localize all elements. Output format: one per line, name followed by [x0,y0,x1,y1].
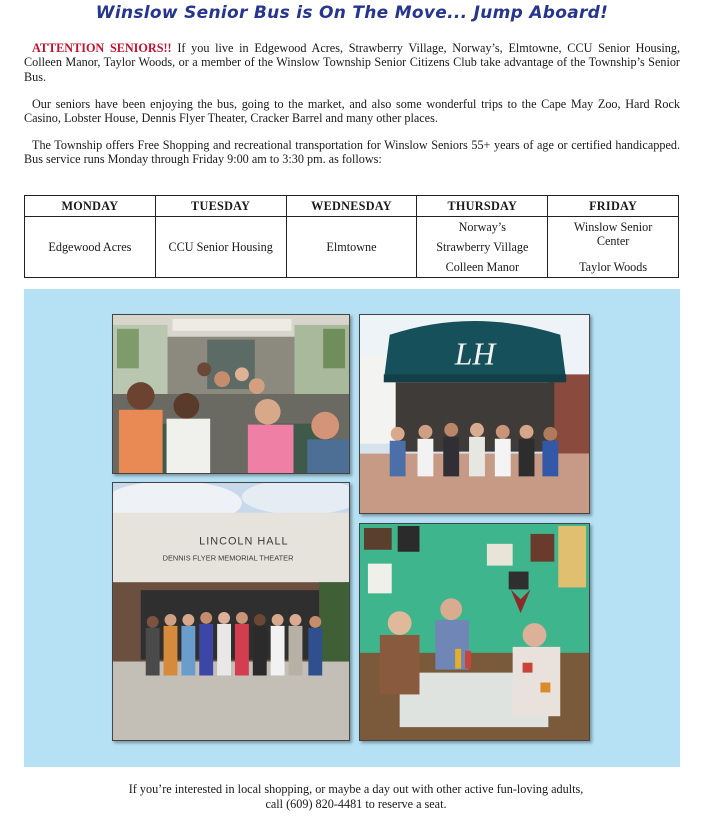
attention-label: ATTENTION SENIORS!! [32,41,172,55]
header-tuesday: TUESDAY [155,196,286,217]
intro-paragraph-1-text: If you live in Edgewood Acres, Strawberry Village, Norway’s, Elmtowne, CCU Senior Housing, Colleen Manor, Taylor Woods, or a member of the Winslow Township Senior Citizens Club take advantage of the Township’s Senior Bus. [24,41,680,84]
theater-group-photo [112,482,350,741]
footer-line-1: If you’re interested in local shopping, or maybe a day out with other active fun-loving adults, [128,782,584,796]
awning-group-photo [359,314,590,514]
building-sign-line2: DENNIS FLYER MEMORIAL THEATER [162,553,294,563]
header-monday: MONDAY [25,196,156,217]
awning-monogram: LH [454,336,496,372]
page-title: Winslow Senior Bus is On The Move... Jump Aboard! [95,3,609,23]
header-wednesday: WEDNESDAY [286,196,417,217]
intro-paragraph-3: The Township offers Free Shopping and recreational transportation for Winslow Seniors 55+ years of age or certified handicapped. Bus service runs Monday through Friday 9:00 am to 3:30 pm. as follows: [24,138,680,167]
thursday-stops [417,217,548,278]
wednesday-stop: Elmtowne [286,217,417,278]
diner-photo [359,523,590,741]
header-friday: FRIDAY [548,196,679,217]
friday-stop-line: Center [596,234,630,248]
bus-schedule-table [24,195,679,278]
footer-contact [0,782,704,812]
monday-stop: Edgewood Acres [25,217,156,278]
building-sign-line1: LINCOLN HALL [199,535,289,548]
header-thursday: THURSDAY [417,196,548,217]
schedule-header-row [25,196,679,217]
schedule-row [25,217,679,278]
thursday-stop: Strawberry Village [436,240,529,254]
bus-interior-photo [112,314,350,474]
thursday-stop: Norway’s [458,220,506,234]
friday-stop-line: Winslow Senior [573,220,653,234]
tuesday-stop: CCU Senior Housing [155,217,286,278]
intro-paragraph-1 [24,41,680,84]
friday-stop-line: Taylor Woods [579,260,648,274]
thursday-stop: Colleen Manor [445,260,520,274]
intro-paragraph-2: Our seniors have been enjoying the bus, going to the market, and also some wonderful trips to the Cape May Zoo, Hard Rock Casino, Lobster House, Dennis Flyer Theater, Cracker Barrel and many other places. [24,97,680,126]
footer-line-2: call (609) 820-4481 to reserve a seat. [265,797,447,811]
friday-stops [548,217,679,278]
